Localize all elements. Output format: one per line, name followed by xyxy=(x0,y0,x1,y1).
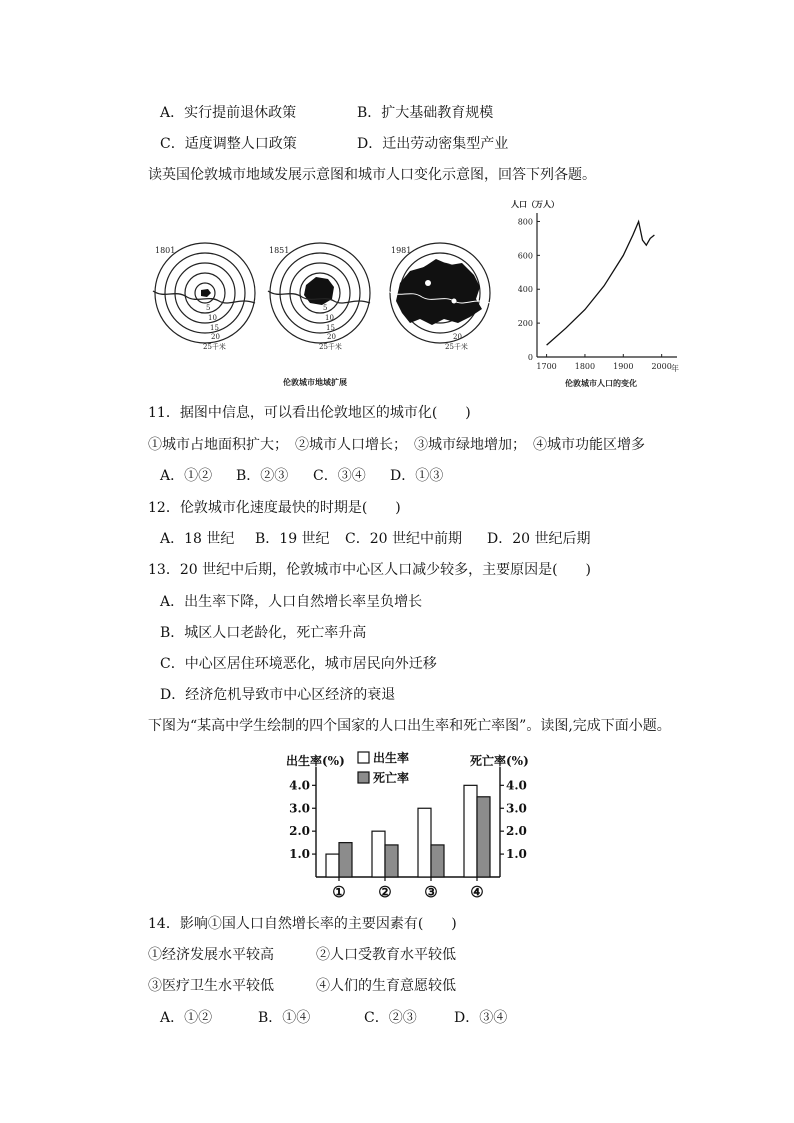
bar-category-label: ④ xyxy=(470,883,484,901)
q14-option-d: D．③④ xyxy=(454,1010,508,1026)
bar-category-label: ② xyxy=(378,883,392,901)
bar-ylabel-right: 死亡率(%) xyxy=(470,754,529,768)
pop-ytick-label: 400 xyxy=(517,285,533,295)
death-rate-bar xyxy=(385,845,398,877)
pop-ytick-label: 0 xyxy=(527,353,533,362)
q10-option-b: B．扩大基础教育规模 xyxy=(357,105,494,121)
london-population-chart xyxy=(505,195,690,395)
bar-right-tick-label: 2.0 xyxy=(506,824,527,839)
birth-rate-bar xyxy=(464,785,477,877)
map-1851-ring-15: 15 xyxy=(326,324,335,332)
bar-category-label: ① xyxy=(332,883,346,901)
pop-xtick-label: 1800 xyxy=(574,362,596,371)
q13-option-a: A．出生率下降，人口自然增长率呈负增长 xyxy=(160,594,423,610)
q14-items-1: ①经济发展水平较高 ②人口受教育水平较低 xyxy=(148,947,456,963)
q11-stem: 11．据图中信息，可以看出伦敦地区的城市化( ) xyxy=(148,405,471,421)
map-year-1981: 1981 xyxy=(391,246,412,255)
map-1801-ring-25: 25千米 xyxy=(203,343,226,351)
bar-right-tick-label: 1.0 xyxy=(506,847,527,862)
q12-option-b: B．19 世纪 xyxy=(255,531,330,547)
map-year-1851: 1851 xyxy=(269,246,290,255)
pop-xtick-label: 1700 xyxy=(536,362,557,371)
map-1851-ring-25: 25千米 xyxy=(319,343,342,351)
q12-option-c: C．20 世纪中前期 xyxy=(345,531,462,547)
map-1981-ring-20: 20 xyxy=(453,333,462,341)
death-rate-bar xyxy=(431,845,444,877)
map-1851-ring-5: 5 xyxy=(323,304,328,312)
birth-death-rate-chart xyxy=(280,745,540,905)
map-1981 xyxy=(388,243,490,343)
q13-option-c: C．中心区居住环境恶化，城市居民向外迁移 xyxy=(160,656,437,672)
q12-option-a: A．18 世纪 xyxy=(160,531,235,547)
q12-stem: 12．伦敦城市化速度最快的时期是( ) xyxy=(148,500,401,516)
birth-rate-bar xyxy=(418,808,431,877)
map-1851-ring-20: 20 xyxy=(327,333,336,341)
q14-option-a: A．①② xyxy=(160,1010,213,1026)
q14-option-c: C．②③ xyxy=(364,1010,417,1026)
bar-left-tick-label: 3.0 xyxy=(289,801,310,816)
q13-stem: 13．20 世纪中后期，伦敦城市中心区人口减少较多，主要原因是( ) xyxy=(148,562,592,578)
legend-birth-swatch xyxy=(358,752,369,763)
q11-items: ①城市占地面积扩大； ②城市人口增长； ③城市绿地增加； ④城市功能区增多 xyxy=(148,437,645,453)
pop-ytick-label: 600 xyxy=(517,251,533,261)
birth-rate-bar xyxy=(326,854,339,877)
map-1981-ring-25: 25千米 xyxy=(445,343,468,351)
london-expansion-figure xyxy=(145,235,500,395)
legend-death-label: 死亡率 xyxy=(373,771,410,785)
q10-option-a: A．实行提前退休政策 xyxy=(160,105,297,121)
pop-xtick-label: 1900 xyxy=(613,362,634,371)
q12-option-d: D．20 世纪后期 xyxy=(487,531,591,547)
q11-option-d: D．①③ xyxy=(390,468,444,484)
pop-title: 伦敦城市人口的变化 xyxy=(565,378,637,388)
q10-option-d: D．迁出劳动密集型产业 xyxy=(357,136,509,152)
pop-ylabel: 人口（万人） xyxy=(511,199,559,209)
death-rate-bar xyxy=(477,797,490,877)
map-1801-ring-5: 5 xyxy=(206,304,211,312)
q14-option-b: B．①④ xyxy=(258,1010,311,1026)
map-1851-ring-10: 10 xyxy=(325,314,334,322)
pop-xlabel: 年 xyxy=(671,364,679,373)
caption-london-expansion: 伦敦城市地域扩展 xyxy=(283,377,347,387)
map-1801-ring-10: 10 xyxy=(208,314,217,322)
map-1801-ring-20: 20 xyxy=(211,333,220,341)
q10-option-c: C．适度调整人口政策 xyxy=(160,136,297,152)
legend-birth-label: 出生率 xyxy=(373,751,410,765)
q11-option-c: C．③④ xyxy=(313,468,366,484)
bar-left-tick-label: 4.0 xyxy=(289,778,310,793)
intro-london: 读英国伦敦城市地域发展示意图和城市人口变化示意图，回答下列各题。 xyxy=(148,167,596,183)
map-1851 xyxy=(268,243,370,343)
legend-death-swatch xyxy=(358,772,369,783)
intro-bar-chart: 下图为“某高中学生绘制的四个国家的人口出生率和死亡率图”。读图,完成下面小题。 xyxy=(148,718,671,734)
map-1801-ring-15: 15 xyxy=(210,324,219,332)
bar-left-tick-label: 2.0 xyxy=(289,824,310,839)
pop-ytick-label: 800 xyxy=(517,217,533,227)
death-rate-bar xyxy=(339,843,352,877)
pop-ytick-label: 200 xyxy=(517,319,533,329)
q14-stem: 14．影响①国人口自然增长率的主要因素有( ) xyxy=(148,916,457,932)
map-year-1801: 1801 xyxy=(155,246,176,255)
q11-option-b: B．②③ xyxy=(236,468,289,484)
map-1801 xyxy=(153,243,255,343)
q14-items-2: ③医疗卫生水平较低 ④人们的生育意愿较低 xyxy=(148,978,456,994)
q11-option-a: A．①② xyxy=(160,468,213,484)
birth-rate-bar xyxy=(372,831,385,877)
pop-xtick-label: 2000 xyxy=(651,362,672,371)
bar-category-label: ③ xyxy=(424,883,438,901)
pop-series-line xyxy=(547,222,655,346)
bar-ylabel-left: 出生率(%) xyxy=(286,754,345,768)
bar-left-tick-label: 1.0 xyxy=(289,847,310,862)
q13-option-d: D．经济危机导致市中心区经济的衰退 xyxy=(160,687,396,703)
q13-option-b: B．城区人口老龄化，死亡率升高 xyxy=(160,625,367,641)
bar-right-tick-label: 4.0 xyxy=(506,778,527,793)
bar-right-tick-label: 3.0 xyxy=(506,801,527,816)
